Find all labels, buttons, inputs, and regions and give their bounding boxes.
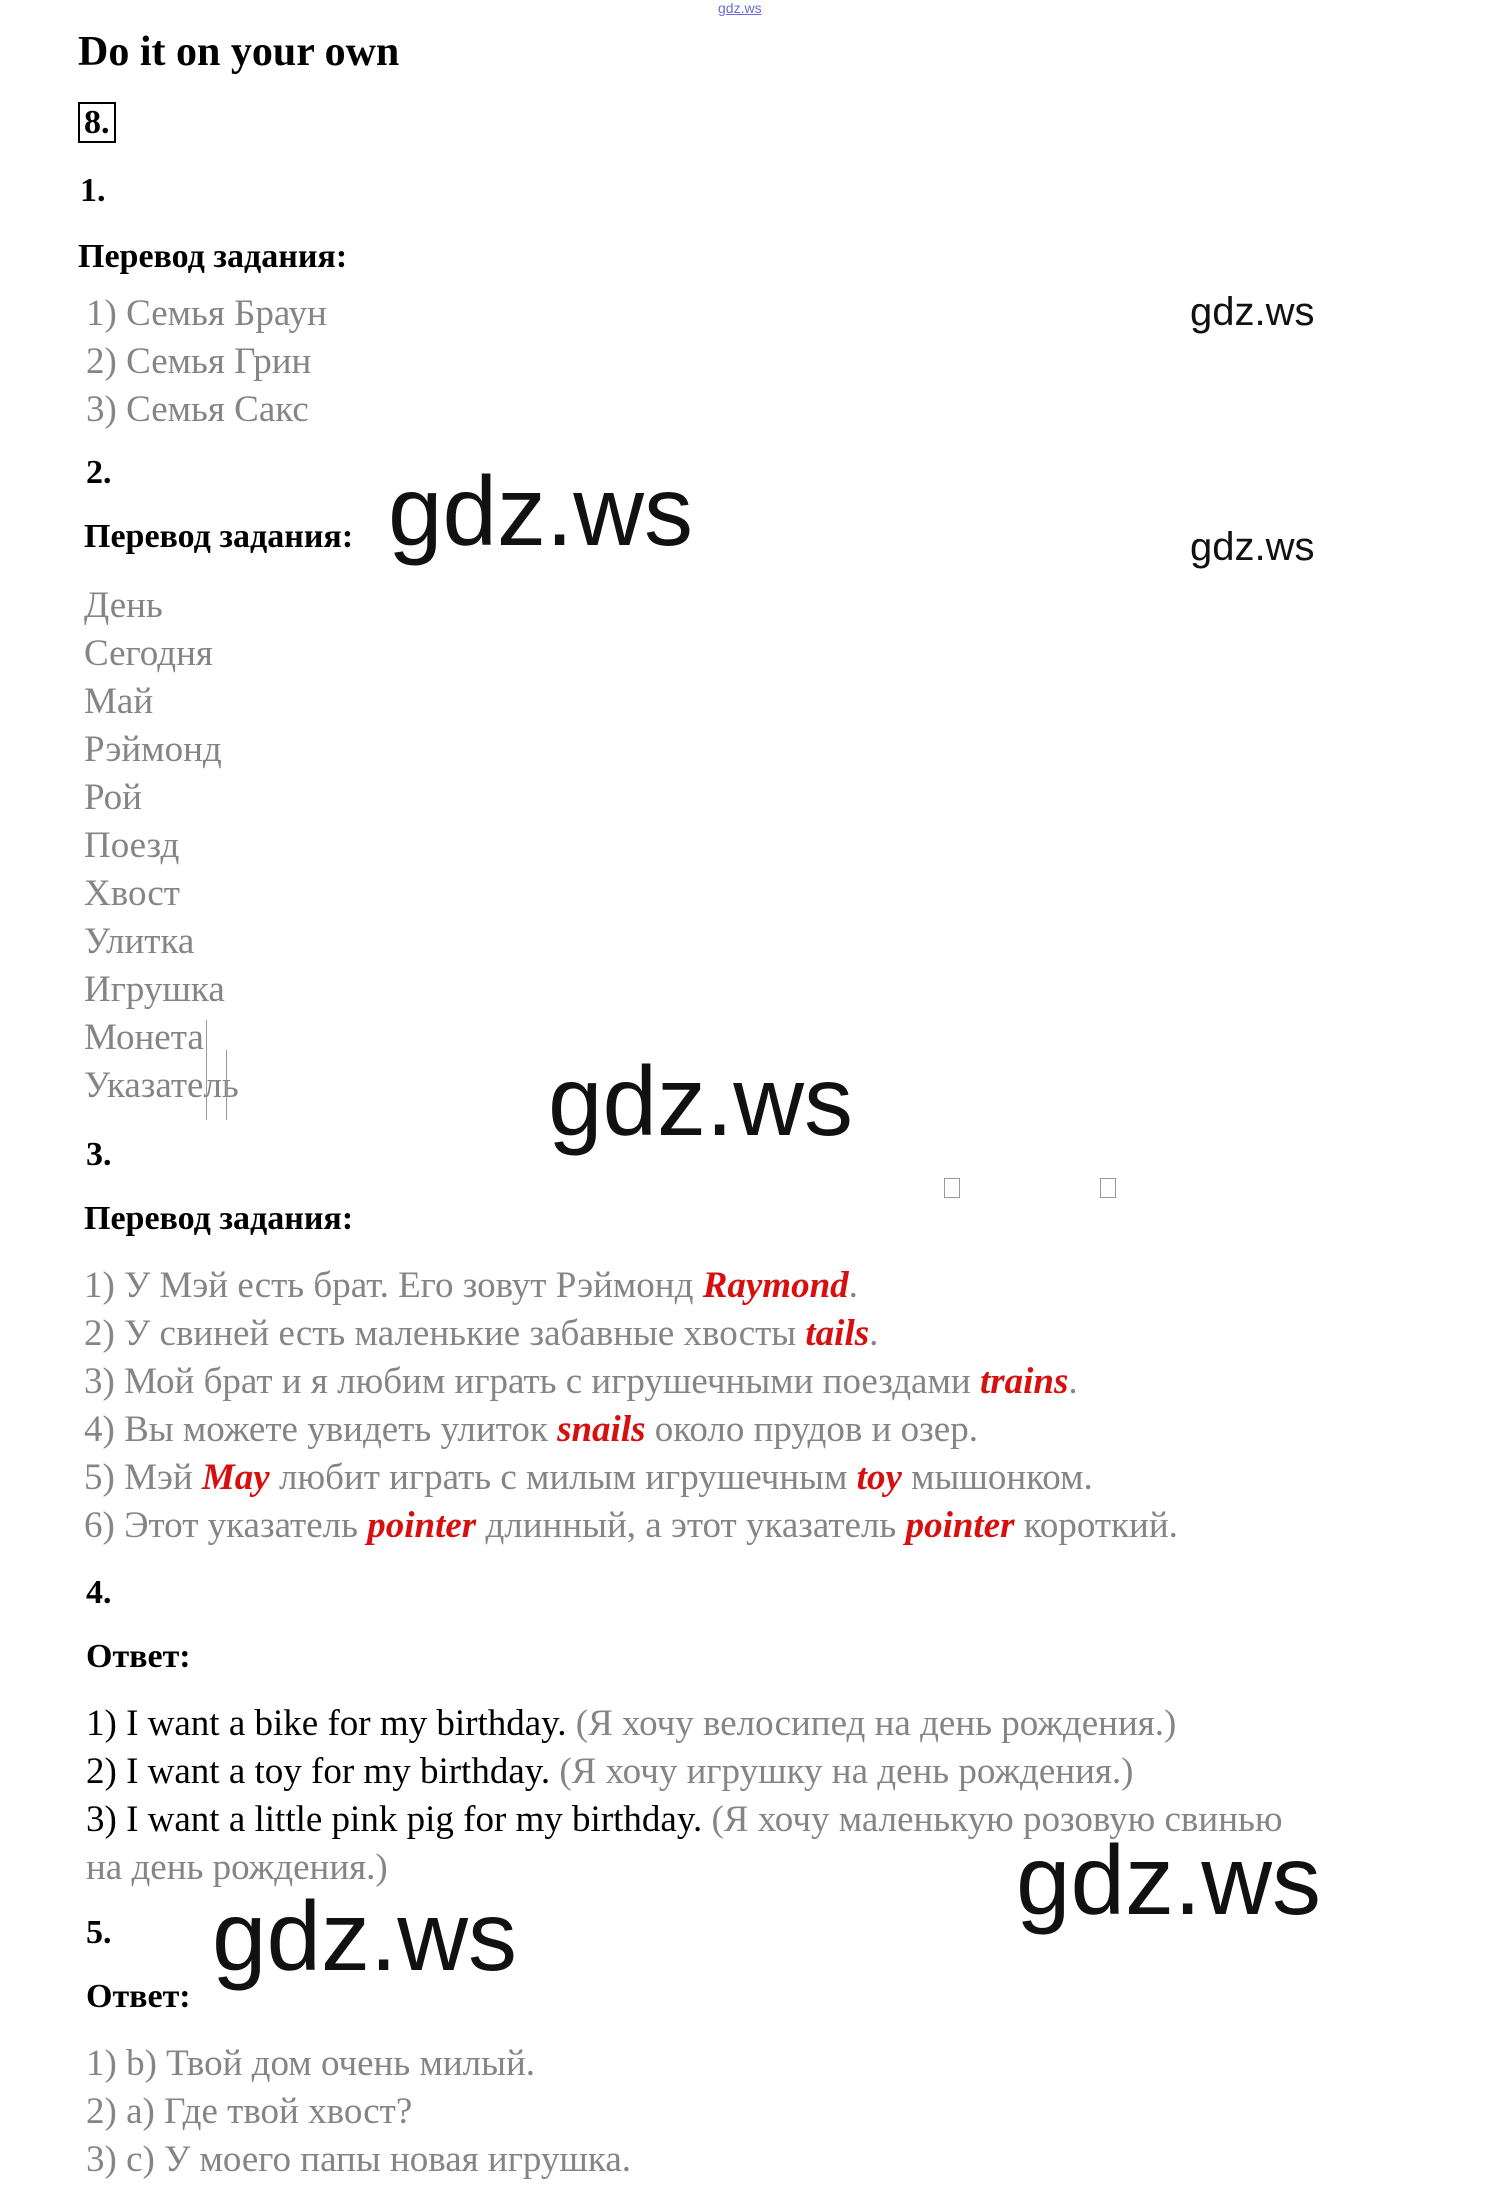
answer-word: May [201, 1457, 270, 1498]
line-text: 3) Мой брат и я любим играть с игрушечными поездами [84, 1361, 980, 1402]
answer-word: toy [856, 1457, 902, 1498]
line-text: 1) У Мэй есть брат. Его зовут Рэймонд [84, 1265, 703, 1306]
list-item: Рэймонд [84, 729, 222, 770]
translation-line [84, 1264, 858, 1307]
list-item: Поезд [84, 825, 180, 866]
section-2-number: 2. [86, 454, 112, 491]
section-1-number: 1. [80, 172, 106, 209]
line-text: . [1068, 1361, 1078, 1402]
section-2-heading: Перевод задания: [84, 518, 354, 555]
list-item: 1) b) Твой дом очень милый. [86, 2043, 536, 2084]
list-item: 2) Семья Грин [86, 341, 312, 382]
answer-translation: (Я хочу игрушку на день рождения.) [550, 1751, 1134, 1792]
line-text: 2) У свиней есть маленькие забавные хвосты [84, 1313, 806, 1354]
watermark: gdz.ws [1016, 1825, 1322, 1935]
line-text: . [869, 1313, 879, 1354]
line-text: длинный, а этот указатель [476, 1505, 906, 1546]
section-1-heading: Перевод задания: [78, 238, 348, 275]
answer-line [86, 1702, 1176, 1745]
answer-english: 3) I want a little pink pig for my birthday. [86, 1799, 703, 1840]
page-title: Do it on your own [78, 29, 400, 75]
top-link[interactable]: gdz.ws [718, 0, 762, 16]
line-text: короткий. [1014, 1505, 1178, 1546]
list-item: 3) c) У моего папы новая игрушка. [86, 2139, 631, 2180]
translation-line [84, 1408, 978, 1451]
section-5-number: 5. [86, 1914, 112, 1951]
list-item: Игрушка [84, 969, 225, 1010]
answer-word: tails [805, 1313, 870, 1354]
list-item: Май [84, 681, 154, 722]
list-item: Хвост [84, 873, 180, 914]
list-item: День [84, 585, 163, 626]
list-item: Сегодня [84, 633, 213, 674]
answer-word: trains [979, 1361, 1069, 1402]
answer-english: 1) I want a bike for my birthday. [86, 1703, 567, 1744]
translation-line [84, 1360, 1078, 1403]
list-item: 3) Семья Сакс [86, 389, 309, 430]
section-3-heading: Перевод задания: [84, 1200, 354, 1237]
translation-line [84, 1456, 1093, 1499]
list-item: Указатель [84, 1065, 239, 1106]
list-item: Улитка [84, 921, 195, 962]
line-text: любит играть с милым игрушечным [269, 1457, 857, 1498]
answer-translation: (Я хочу маленькую розовую свинью [702, 1799, 1283, 1840]
section-3-number: 3. [86, 1136, 112, 1173]
list-item: Монета [84, 1017, 204, 1058]
list-item: Рой [84, 777, 142, 818]
line-text: 4) Вы можете увидеть улиток [84, 1409, 558, 1450]
answer-line-continuation: на день рождения.) [86, 1847, 388, 1888]
answer-english: 2) I want a toy for my birthday. [86, 1751, 551, 1792]
watermark: gdz.ws [212, 1881, 518, 1991]
line-text: . [848, 1265, 858, 1306]
section-4-number: 4. [86, 1574, 112, 1611]
section-4-heading: Ответ: [86, 1638, 191, 1675]
list-item: 1) Семья Браун [86, 293, 327, 334]
translation-line [84, 1504, 1178, 1547]
placeholder-mark [944, 1178, 960, 1198]
answer-line [86, 1750, 1134, 1793]
text-cursor-mark [206, 1020, 207, 1120]
watermark: gdz.ws [388, 456, 694, 566]
answer-word: pointer [905, 1505, 1015, 1546]
answer-word: pointer [367, 1505, 477, 1546]
watermark: gdz.ws [548, 1046, 854, 1156]
text-cursor-mark [226, 1050, 227, 1120]
watermark: gdz.ws [1190, 525, 1315, 569]
watermark: gdz.ws [1190, 290, 1315, 334]
line-text: 6) Этот указатель [84, 1505, 368, 1546]
line-text: около прудов и озер. [645, 1409, 978, 1450]
section-5-heading: Ответ: [86, 1978, 191, 2015]
line-text: 5) Мэй [84, 1457, 202, 1498]
answer-word: Raymond [702, 1265, 849, 1306]
answer-word: snails [557, 1409, 646, 1450]
line-text: мышонком. [901, 1457, 1093, 1498]
exercise-number: 8. [78, 102, 116, 143]
list-item: 2) a) Где твой хвост? [86, 2091, 413, 2132]
placeholder-mark [1100, 1178, 1116, 1198]
exercise-number-box [78, 102, 116, 144]
translation-line [84, 1312, 878, 1355]
answer-translation: (Я хочу велосипед на день рождения.) [566, 1703, 1177, 1744]
